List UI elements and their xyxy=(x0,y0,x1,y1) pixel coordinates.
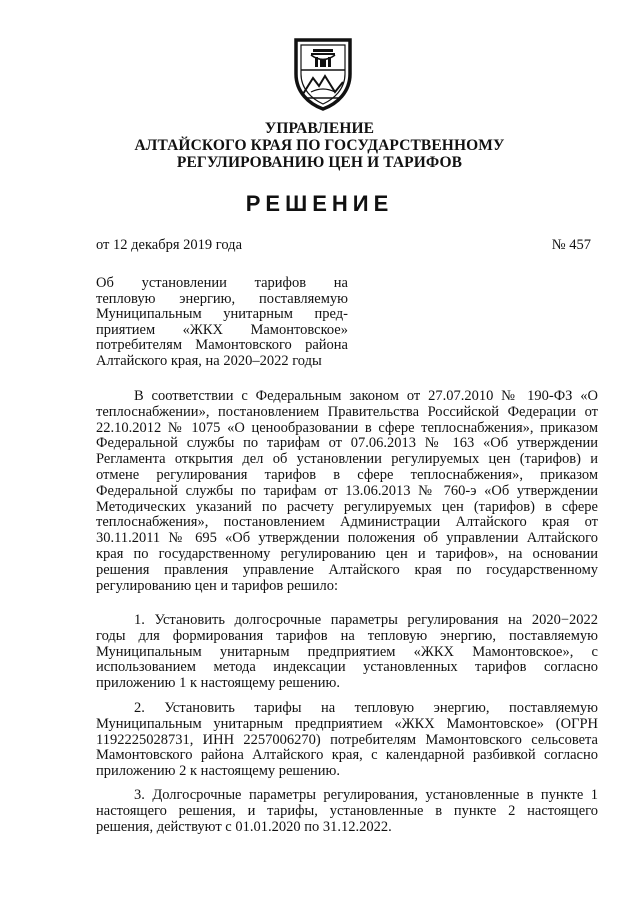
text-line: Федеральной службы по тарифам от 07.06.2013 № 163 «Об утверждении xyxy=(96,435,598,452)
text-line: Методических указаний по расчету регулируемых цен (тарифов) в сфере xyxy=(96,498,598,515)
subject-block xyxy=(96,276,348,369)
text-line: теплоснабжении», постановлением Правительства Российской Федерации от xyxy=(96,403,598,420)
text-line: приложению 1 к настоящему решению. xyxy=(96,675,341,692)
text-line: решения правления управление Алтайского края по государственному xyxy=(96,561,598,578)
text-line: отмене регулирования тарифов в сфере теплоснабжения», приказом xyxy=(96,466,598,483)
paragraph-item-1 xyxy=(96,613,598,692)
text-line: теплоснабжения», постановлением Администрации Алтайского края от xyxy=(96,514,598,531)
text-line: Муниципальным унитарным предприятием «ЖКХ Мамонтовское», с xyxy=(96,643,598,660)
text-line: В соответствии с Федеральным законом от 27.07.2010 № 190-ФЗ «О xyxy=(134,388,598,404)
subject-line: Муниципальным унитарным пред- xyxy=(96,306,348,322)
text-line: 1192225028731, ИНН 2257006270) потребителям Мамонтовского сельсовета xyxy=(96,731,598,748)
text-line: годы для формирования тарифов на тепловую энергию, поставляемую xyxy=(96,627,598,644)
text-line: Мамонтовского района Алтайского края, с календарной разбивкой согласно xyxy=(96,747,598,764)
subject-line: Алтайского края, на 2020–2022 годы xyxy=(96,352,322,369)
text-line: 22.10.2012 № 1075 «О ценообразовании в сфере теплоснабжения», приказом xyxy=(96,419,598,436)
paragraph-item-3 xyxy=(96,788,598,835)
text-line: 30.11.2011 № 695 «Об утверждении положения об управлении Алтайского xyxy=(96,530,598,547)
org-line-3: РЕГУЛИРОВАНИЮ ЦЕН И ТАРИФОВ xyxy=(176,154,463,171)
text-line: Муниципальным унитарным предприятием «ЖКХ Мамонтовское» (ОГРН xyxy=(96,715,598,732)
text-line: настоящего решения, и тарифы, установленные в пункте 2 настоящего xyxy=(96,802,598,819)
document-number: № 457 xyxy=(551,237,591,253)
paragraph-item-2 xyxy=(96,701,598,780)
text-line: приложению 2 к настоящему решению. xyxy=(96,763,341,780)
document-date: от 12 декабря 2019 года xyxy=(96,237,242,253)
subject-line: потребителям Мамонтовского района xyxy=(96,337,348,353)
text-line: Федеральной службы по тарифам от 13.06.2013 № 760-э «Об утверждении xyxy=(96,482,598,499)
subject-line: приятием «ЖКХ Мамонтовское» xyxy=(96,321,348,338)
coat-of-arms-icon xyxy=(289,34,357,112)
org-line-1: УПРАВЛЕНИЕ xyxy=(264,120,375,137)
subject-line: Об установлении тарифов на xyxy=(96,275,348,291)
text-line: края по государственному регулированию цен и тарифов», на основании xyxy=(96,545,598,562)
text-line: 2. Установить тарифы на тепловую энергию, поставляемую xyxy=(134,700,598,716)
text-line: регулированию цен и тарифов решило: xyxy=(96,577,338,594)
text-line: Регламента открытия дел об установлении регулируемых цен (тарифов) и xyxy=(96,451,598,468)
text-line: использованием метода индексации установленных тарифов согласно xyxy=(96,659,598,676)
document-title: РЕШЕНИЕ xyxy=(245,191,394,216)
text-line: решения, действуют с 01.01.2020 по 31.12.2022. xyxy=(96,818,392,835)
org-line-2: АЛТАЙСКОГО КРАЯ ПО ГОСУДАРСТВЕННОМУ xyxy=(134,137,505,154)
text-line: 1. Установить долгосрочные параметры регулирования на 2020−2022 xyxy=(134,612,598,628)
text-line: 3. Долгосрочные параметры регулирования, установленные в пункте 1 xyxy=(134,787,598,803)
paragraph-preamble xyxy=(96,389,598,594)
subject-line: тепловую энергию, поставляемую xyxy=(96,290,348,307)
